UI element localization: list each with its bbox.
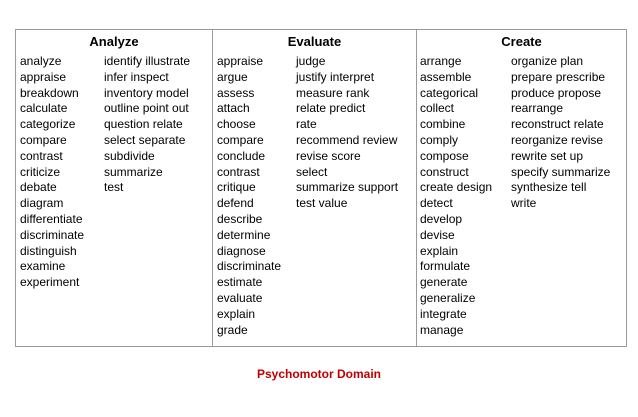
verb-item: evaluate <box>217 290 263 305</box>
verb-item: identify illustrate <box>104 54 191 68</box>
verb-item: test value <box>296 196 348 211</box>
verb-item: question relate <box>104 117 183 132</box>
verb-item: categorize <box>20 117 76 132</box>
verb-item: produce propose <box>511 85 602 100</box>
verb-item: summarize support <box>296 180 399 195</box>
verb-list-evaluate-1 <box>217 54 281 338</box>
column-create <box>416 30 626 346</box>
verb-item: create design <box>420 180 493 195</box>
verb-item: detect <box>420 196 453 211</box>
verb-item: specify summarize <box>511 164 611 179</box>
verb-item: explain <box>217 306 256 321</box>
verb-item: combine <box>420 117 466 132</box>
verb-item: select separate <box>104 132 186 147</box>
verb-item: appraise <box>20 69 67 84</box>
verb-item: distinguish <box>20 243 77 258</box>
verb-item: test <box>104 180 124 195</box>
column-header-analyze: Analyze <box>89 34 139 49</box>
verb-list-create-1 <box>420 54 492 338</box>
verb-item: choose <box>217 117 256 132</box>
verb-item: rearrange <box>511 101 564 116</box>
verbs-table <box>15 29 627 347</box>
verb-item: discriminate <box>20 227 85 242</box>
verb-item: organize plan <box>511 54 584 68</box>
verb-item: experiment <box>20 275 80 290</box>
verb-item: assemble <box>420 69 472 84</box>
verb-item: defend <box>217 196 254 211</box>
verb-item: compare <box>217 132 264 147</box>
verb-item: argue <box>217 69 248 84</box>
verb-item: comply <box>420 132 459 147</box>
verb-item: write <box>511 196 537 211</box>
verb-item: grade <box>217 322 248 337</box>
verb-item: devise <box>420 227 455 242</box>
verb-item: contrast <box>217 164 260 179</box>
verb-item: summarize <box>104 164 163 179</box>
verb-item: conclude <box>217 148 266 163</box>
verb-item: contrast <box>20 148 63 163</box>
verb-item: relate predict <box>296 101 366 116</box>
verb-item: appraise <box>217 54 264 68</box>
verb-item: criticize <box>20 164 61 179</box>
verb-item: determine <box>217 227 271 242</box>
verb-item: compare <box>20 132 67 147</box>
verb-item: assess <box>217 85 255 100</box>
verb-list-evaluate-2 <box>296 54 398 212</box>
verb-item: judge <box>296 54 326 68</box>
verb-list-analyze-1 <box>20 54 84 291</box>
verb-item: justify interpret <box>296 69 375 84</box>
verb-item: recommend review <box>296 132 398 147</box>
verb-item: arrange <box>420 54 462 68</box>
verb-item: calculate <box>20 101 68 116</box>
verb-item: collect <box>420 101 455 116</box>
verb-item: develop <box>420 211 463 226</box>
verb-item: breakdown <box>20 85 79 100</box>
verb-item: revise score <box>296 148 361 163</box>
verb-item: prepare prescribe <box>511 69 606 84</box>
verb-item: reorganize revise <box>511 132 604 147</box>
verb-item: generate <box>420 275 468 290</box>
verb-item: outline point out <box>104 101 189 116</box>
verb-list-create-2 <box>511 54 610 212</box>
verb-item: debate <box>20 180 57 195</box>
verb-item: discriminate <box>217 259 282 274</box>
verb-item: rewrite set up <box>511 148 584 163</box>
verb-item: select <box>296 164 328 179</box>
footer-caption: Psychomotor Domain <box>256 367 382 381</box>
verb-item: generalize <box>420 290 476 305</box>
verb-item: estimate <box>217 275 263 290</box>
column-evaluate <box>212 30 416 346</box>
verb-item: rate <box>296 117 317 132</box>
verb-item: measure rank <box>296 85 370 100</box>
verb-item: formulate <box>420 259 471 274</box>
verb-item: manage <box>420 322 464 337</box>
verb-list-analyze-2 <box>104 54 190 196</box>
verb-item: reconstruct relate <box>511 117 604 132</box>
verb-item: compose <box>420 148 469 163</box>
verb-item: describe <box>217 211 263 226</box>
verb-item: analyze <box>20 54 62 68</box>
verb-item: examine <box>20 259 66 274</box>
verb-item: diagnose <box>217 243 266 258</box>
column-header-create: Create <box>501 34 542 49</box>
verb-item: differentiate <box>20 211 83 226</box>
verb-item: construct <box>420 164 469 179</box>
column-header-evaluate: Evaluate <box>287 34 342 49</box>
verb-item: diagram <box>20 196 64 211</box>
verb-item: critique <box>217 180 256 195</box>
verb-item: integrate <box>420 306 467 321</box>
column-analyze <box>16 30 212 346</box>
verb-item: categorical <box>420 85 479 100</box>
verb-item: inventory model <box>104 85 189 100</box>
verb-item: explain <box>420 243 459 258</box>
verb-item: subdivide <box>104 148 155 163</box>
verb-item: synthesize tell <box>511 180 587 195</box>
verb-item: attach <box>217 101 250 116</box>
verb-item: infer inspect <box>104 69 169 84</box>
